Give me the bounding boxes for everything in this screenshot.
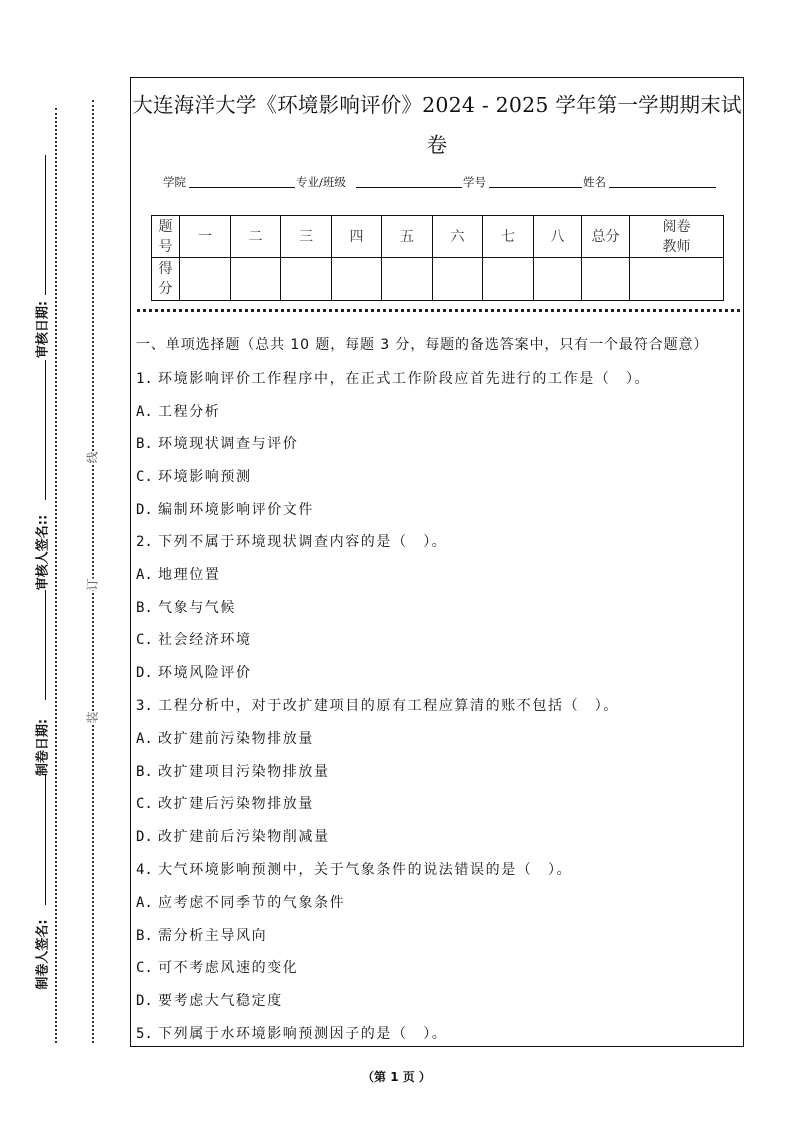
question-text: 大气环境影响预测中，关于气象条件的说法错误的是（ ）。 xyxy=(158,862,573,878)
option-key: C. xyxy=(136,632,153,648)
option-text: 编制环境影响评价文件 xyxy=(158,502,314,518)
option-text: 环境现状调查与评价 xyxy=(158,436,299,452)
question-number: 5. xyxy=(136,1026,153,1042)
question-number: 1. xyxy=(136,371,153,387)
name-field[interactable] xyxy=(609,187,716,188)
option-1d[interactable] xyxy=(136,499,314,519)
column-header: 四 xyxy=(332,216,382,258)
option-4c[interactable] xyxy=(136,957,298,977)
exam-title-line1: 大连海洋大学《环境影响评价》2024 - 2025 学年第一学期期末试 xyxy=(132,93,742,117)
option-text: 工程分析 xyxy=(158,404,221,420)
score-cell[interactable] xyxy=(433,258,483,301)
option-text: 改扩建前后污染物削减量 xyxy=(158,829,330,845)
binding-dotted-line-outer xyxy=(92,100,94,1043)
option-key: B. xyxy=(136,600,153,616)
option-text: 地理位置 xyxy=(158,567,221,583)
review-signer-line xyxy=(45,590,46,700)
option-key: A. xyxy=(136,895,153,911)
score-cell[interactable] xyxy=(332,258,382,301)
option-key: C. xyxy=(136,796,153,812)
option-2c[interactable] xyxy=(136,629,252,649)
option-key: D. xyxy=(136,993,153,1009)
question-5 xyxy=(136,1023,447,1043)
option-text: 气象与气候 xyxy=(158,600,236,616)
option-text: 环境影响预测 xyxy=(158,469,252,485)
option-key: C. xyxy=(136,469,153,485)
column-header: 五 xyxy=(382,216,433,258)
option-key: A. xyxy=(136,404,153,420)
question-text: 工程分析中，对于改扩建项目的原有工程应算清的账不包括（ ）。 xyxy=(158,698,619,714)
column-header: 一 xyxy=(180,216,231,258)
option-1c[interactable] xyxy=(136,466,252,486)
grader-cell[interactable] xyxy=(630,258,724,301)
review-date-label: 审核日期: xyxy=(35,300,51,359)
option-key: D. xyxy=(136,665,153,681)
option-3c[interactable] xyxy=(136,793,314,813)
score-cell[interactable] xyxy=(180,258,231,301)
option-key: B. xyxy=(136,436,153,452)
question-number: 4. xyxy=(136,862,153,878)
section-title: 一、单项选择题（总共 10 题，每题 3 分，每题的备选答案中，只有一个最符合题意） xyxy=(136,337,709,353)
option-text: 环境风险评价 xyxy=(158,665,252,681)
name-label: 姓名 xyxy=(583,175,606,189)
score-cell[interactable] xyxy=(231,258,281,301)
student-id-label: 学号 xyxy=(463,175,486,189)
option-text: 要考虑大气稳定度 xyxy=(158,993,283,1009)
page-number: （第 1 页 ） xyxy=(362,1070,431,1084)
exam-title-line2: 卷 xyxy=(426,133,448,157)
college-field[interactable] xyxy=(189,187,295,188)
option-1b[interactable] xyxy=(136,433,298,453)
option-4b[interactable] xyxy=(136,925,267,945)
score-row-header: 得分 xyxy=(152,258,180,301)
major-class-label: 专业/班级 xyxy=(296,175,346,189)
option-4d[interactable] xyxy=(136,990,283,1010)
review-signer-line-top xyxy=(45,360,46,500)
option-2b[interactable] xyxy=(136,597,236,617)
score-table-header-row xyxy=(152,216,724,258)
score-table-score-row xyxy=(152,258,724,301)
option-3d[interactable] xyxy=(136,826,330,846)
dotted-separator xyxy=(137,309,740,312)
option-2a[interactable] xyxy=(136,564,220,584)
option-text: 改扩建后污染物排放量 xyxy=(158,796,314,812)
review-date-line xyxy=(45,155,46,295)
column-header: 八 xyxy=(534,216,582,258)
option-text: 社会经济环境 xyxy=(158,632,252,648)
score-cell[interactable] xyxy=(382,258,433,301)
question-text: 下列不属于环境现状调查内容的是（ ）。 xyxy=(158,534,448,550)
option-text: 需分析主导风向 xyxy=(158,928,268,944)
college-label: 学院 xyxy=(163,175,186,189)
total-score-header: 总分 xyxy=(582,216,630,258)
option-text: 可不考虑风速的变化 xyxy=(158,960,299,976)
score-cell[interactable] xyxy=(483,258,534,301)
binding-dotted-line-inner xyxy=(55,108,57,1043)
option-text: 应考虑不同季节的气象条件 xyxy=(158,895,346,911)
option-3b[interactable] xyxy=(136,761,330,781)
maker-date-label: 制卷日期: xyxy=(35,718,51,777)
question-text: 环境影响评价工作程序中，在正式工作阶段应首先进行的工作是（ ）。 xyxy=(158,371,651,387)
cut-mark-install: 装 xyxy=(83,711,102,723)
column-header: 七 xyxy=(483,216,534,258)
question-2 xyxy=(136,531,447,551)
score-table xyxy=(151,215,724,301)
option-key: B. xyxy=(136,764,153,780)
option-key: A. xyxy=(136,731,153,747)
option-key: B. xyxy=(136,928,153,944)
column-header: 三 xyxy=(281,216,332,258)
option-key: C. xyxy=(136,960,153,976)
grader-header: 阅卷教师 xyxy=(630,216,724,258)
maker-signer-label: 制卷人签名: xyxy=(35,919,51,990)
review-signer-label: 审核人签名:: xyxy=(35,514,51,591)
maker-date-line xyxy=(45,775,46,905)
question-4 xyxy=(136,859,572,879)
option-1a[interactable] xyxy=(136,401,220,421)
question-number: 3. xyxy=(136,698,153,714)
major-class-field[interactable] xyxy=(356,187,462,188)
score-cell[interactable] xyxy=(534,258,582,301)
option-key: D. xyxy=(136,829,153,845)
option-4a[interactable] xyxy=(136,892,345,912)
option-key: D. xyxy=(136,502,153,518)
option-text: 改扩建项目污染物排放量 xyxy=(158,764,330,780)
question-3 xyxy=(136,695,619,715)
student-id-field[interactable] xyxy=(489,187,582,188)
option-text: 改扩建前污染物排放量 xyxy=(158,731,314,747)
column-header: 二 xyxy=(231,216,281,258)
cut-mark-bind: 订 xyxy=(83,578,102,590)
option-2d[interactable] xyxy=(136,662,252,682)
cut-mark-line: 线 xyxy=(83,451,102,463)
total-score-cell[interactable] xyxy=(582,258,630,301)
question-number-header: 题号 xyxy=(152,216,180,258)
question-number: 2. xyxy=(136,534,153,550)
question-text: 下列属于水环境影响预测因子的是（ ）。 xyxy=(158,1026,448,1042)
column-header: 六 xyxy=(433,216,483,258)
option-3a[interactable] xyxy=(136,728,314,748)
option-key: A. xyxy=(136,567,153,583)
question-1 xyxy=(136,368,650,388)
score-cell[interactable] xyxy=(281,258,332,301)
